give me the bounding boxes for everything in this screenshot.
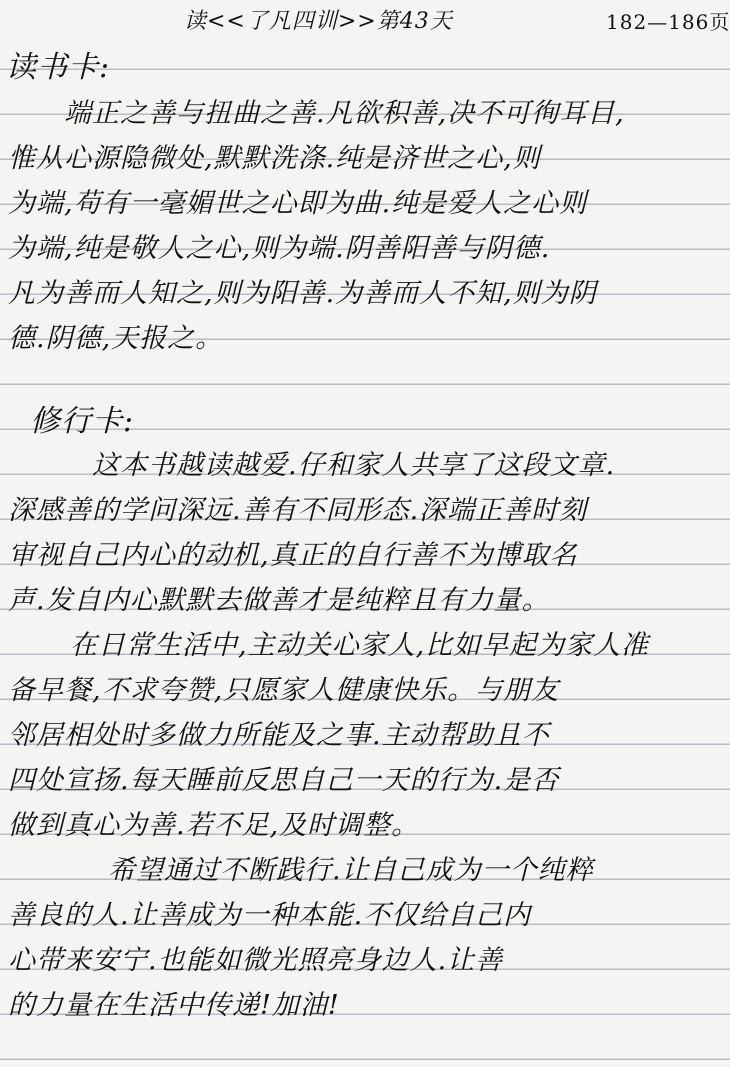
reading-line-3: 为端,苟有一毫媚世之心即为曲.纯是爱人之心则 <box>8 188 588 219</box>
practice-p1-line-2: 深感善的学问深远.善有不同形态.深端正善时刻 <box>8 495 588 526</box>
reading-line-2: 惟从心源隐微处,默默洗涤.纯是济世之心,则 <box>8 143 541 174</box>
practice-p1-line-3: 审视自己内心的动机,真正的自行善不为博取名 <box>8 540 578 571</box>
practice-p3-line-1: 希望通过不断践行.让自己成为一个纯粹 <box>108 855 594 886</box>
practice-p2-line-5: 做到真心为善.若不足,及时调整。 <box>8 810 420 841</box>
page-header-title: 读<<了凡四训>>第43天 <box>184 9 453 34</box>
practice-p3-line-3: 心带来安宁.也能如微光照亮身边人.让善 <box>8 945 504 976</box>
practice-p3-line-4: 的力量在生活中传递!加油! <box>8 990 340 1021</box>
practice-card-label: 修行卡: <box>30 404 135 439</box>
reading-line-5: 凡为善而人知之,则为阳善.为善而人不知,则为阴 <box>8 278 597 309</box>
practice-p3-line-2: 善良的人.让善成为一种本能.不仅给自己内 <box>8 900 532 931</box>
practice-p2-line-2: 备早餐,不求夸赞,只愿家人健康快乐。与朋友 <box>8 675 560 706</box>
reading-line-4: 为端,纯是敬人之心,则为端.阴善阳善与阴德. <box>8 233 551 264</box>
practice-p2-line-4: 四处宣扬.每天睡前反思自己一天的行为.是否 <box>8 765 560 796</box>
practice-p1-line-4: 声.发自内心默默去做善才是纯粹且有力量。 <box>8 585 550 616</box>
page-range: 182—186页 <box>606 10 730 34</box>
reading-card-label: 读书卡: <box>6 50 111 85</box>
practice-p2-line-1: 在日常生活中,主动关心家人,比如早起为家人准 <box>70 630 650 661</box>
practice-p1-line-1: 这本书越读越爱.仔和家人共享了这段文章. <box>92 450 616 481</box>
reading-line-1: 端正之善与扭曲之善.凡欲积善,决不可徇耳目, <box>64 98 625 129</box>
practice-p2-line-3: 邻居相处时多做力所能及之事.主动帮助且不 <box>8 720 550 751</box>
reading-line-6: 德.阴德,天报之。 <box>8 323 224 354</box>
